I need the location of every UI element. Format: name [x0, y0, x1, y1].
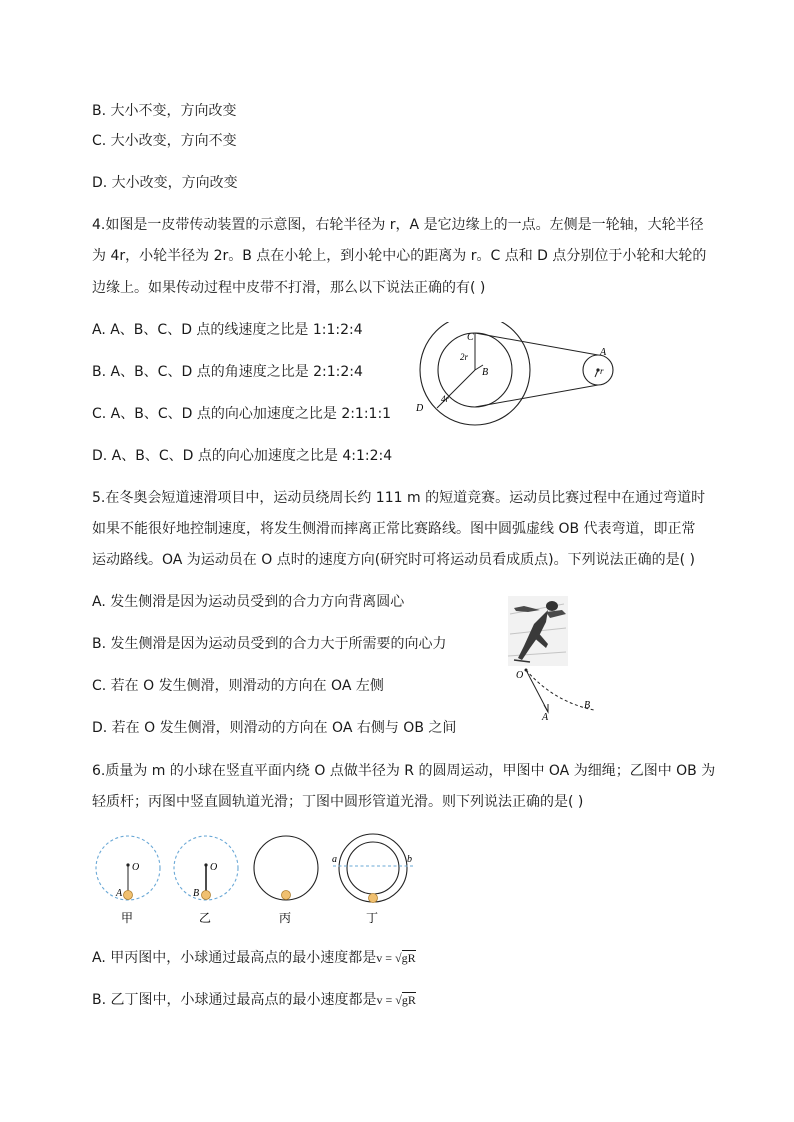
q6-option-b-text: B. 乙丁图中，小球通过最高点的最小速度都是 [92, 992, 377, 1008]
q4-option-b: B. A、B、C、D 点的角速度之比是 2:1:2:4 [92, 364, 363, 380]
figure-yi [174, 836, 238, 900]
label-o: O [516, 670, 524, 681]
figure-jia [96, 836, 160, 900]
label-a: A [600, 347, 607, 358]
formula-sqrt-gr-b: v = √gR [376, 993, 416, 1007]
q6-option-b [92, 990, 416, 1010]
label-b-yi: B [193, 888, 200, 899]
label-a-ding: a [332, 854, 337, 865]
q5-option-d: D. 若在 O 发生侧滑，则滑动的方向在 OA 右侧与 OB 之间 [92, 720, 457, 736]
q4-stem-line-1: 4.如图是一皮带传动装置的示意图，右轮半径为 r，A 是它边缘上的一点。左侧是一轮轴，大轮半径 [92, 217, 704, 233]
caption-bing: 丙 [279, 911, 292, 925]
label-b: B [584, 700, 591, 711]
q6-option-a [92, 948, 416, 968]
label-a-jia: A [116, 888, 123, 899]
caption-jia: 甲 [121, 911, 134, 925]
belt-bottom [475, 385, 598, 407]
q3-option-c: C. 大小改变，方向不变 [92, 133, 237, 149]
label-c: C [467, 332, 474, 343]
belt-top [475, 333, 598, 355]
q4-option-d: D. A、B、C、D 点的向心加速度之比是 4:1:2:4 [92, 448, 393, 464]
point-o [525, 669, 528, 672]
q6-option-a-text: A. 甲丙图中，小球通过最高点的最小速度都是 [92, 950, 377, 966]
q4-option-a: A. A、B、C、D 点的线速度之比是 1:1:2:4 [92, 322, 363, 338]
caption-yi: 乙 [199, 911, 212, 925]
label-b-ding: b [407, 854, 412, 865]
q5-option-b: B. 发生侧滑是因为运动员受到的合力大于所需要的向心力 [92, 636, 447, 652]
label-o-jia: O [132, 862, 140, 873]
label-a: A [542, 712, 549, 722]
figure-bing [254, 836, 318, 900]
q4-stem-line-3: 边缘上。如果传动过程中皮带不打滑，那么以下说法正确的有( ) [92, 280, 486, 296]
circular-motion-figures [88, 830, 420, 930]
q3-option-d: D. 大小改变，方向改变 [92, 175, 238, 191]
label-4r: 4r [441, 394, 450, 404]
q5-stem-line-1: 5.在冬奥会短道速滑项目中，运动员绕周长约 111 m 的短道竞赛。运动员比赛过程中在通过弯道时 [92, 490, 706, 506]
q3-option-b: B. 大小不变，方向改变 [92, 103, 237, 119]
belt-drive-figure [410, 322, 620, 442]
arrow-head [544, 704, 548, 712]
label-d: D [416, 403, 424, 414]
figure-ding [332, 834, 413, 903]
q6-stem-line-1: 6.质量为 m 的小球在竖直平面内绕 O 点做半径为 R 的圆周运动，甲图中 OA 为细绳；乙图中 OB 为 [92, 763, 716, 779]
q5-option-a: A. 发生侧滑是因为运动员受到的合力方向背离圆心 [92, 594, 405, 610]
label-2r: 2r [460, 352, 469, 362]
q6-stem-line-2: 轻质杆；丙图中竖直圆轨道光滑；丁图中圆形管道光滑。则下列说法正确的是( ) [92, 794, 584, 810]
q4-option-c: C. A、B、C、D 点的向心加速度之比是 2:1:1:1 [92, 406, 392, 422]
q5-stem-line-2: 如果不能很好地控制速度，将发生侧滑而摔离正常比赛路线。图中圆弧虚线 OB 代表弯道，即正常 [92, 521, 696, 537]
label-r: r [600, 366, 604, 376]
speed-skater-figure [500, 594, 612, 722]
q5-stem-line-3: 运动路线。OA 为运动员在 O 点时的速度方向(研究时可将运动员看成质点)。下列说法正确的是( ) [92, 552, 696, 568]
caption-ding: 丁 [366, 911, 379, 925]
label-b: B [482, 367, 489, 378]
q5-option-c: C. 若在 O 发生侧滑，则滑动的方向在 OA 左侧 [92, 678, 384, 694]
q4-stem-line-2: 为 4r，小轮半径为 2r。B 点在小轮上，到小轮中心的距离为 r。C 点和 D 点分别位于小轮和大轮的 [92, 248, 707, 264]
label-o-yi: O [210, 862, 218, 873]
formula-sqrt-gr-a: v = √gR [376, 951, 416, 965]
